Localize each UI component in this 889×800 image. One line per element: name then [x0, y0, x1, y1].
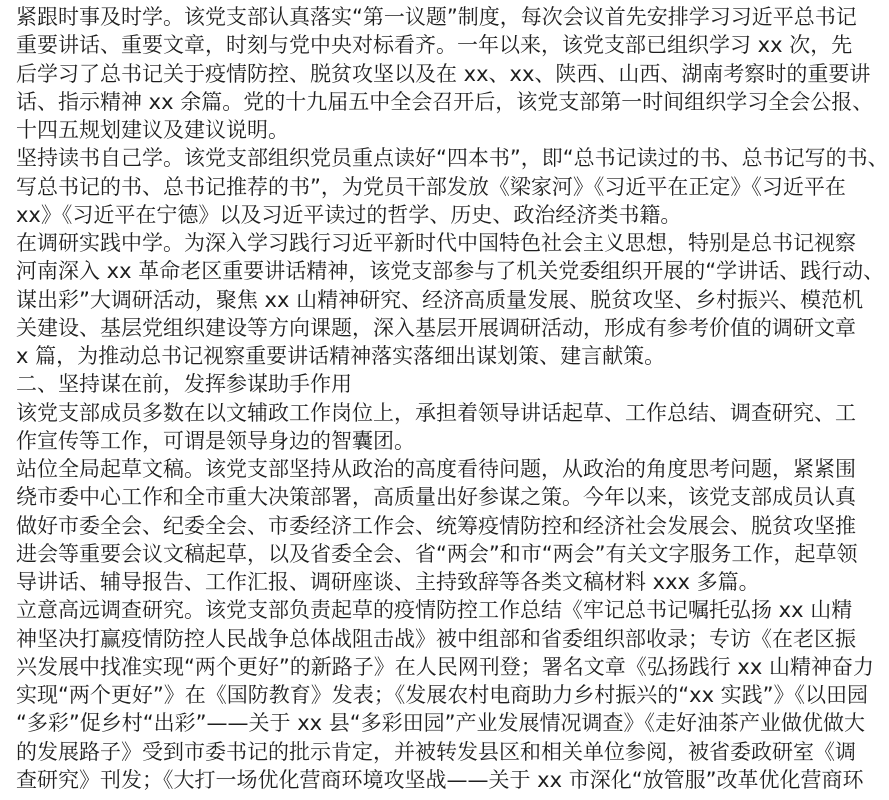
text-line: 作宣传等工作，可谓是领导身边的智囊团。 [16, 428, 415, 453]
text-line: 神坚决打赢疫情防控人民战争总体战阻击战》被中组部和省委组织部收录；专访《在老区振 [16, 626, 856, 651]
text-line: 话、指示精神 xx 余篇。党的十九届五中全会召开后，该党支部第一时间组织学习全会公报、 [16, 89, 874, 114]
text-line: 查研究》刊发；《大打一场优化营商环境攻坚战——关于 xx 市深化“放管服”改革优化营商环 [16, 767, 864, 792]
para-research-practice [16, 229, 885, 370]
text-line: 重要讲话、重要文章，时刻与党中央对标看齐。一年以来，该党支部已组织学习 xx 次，先 [16, 33, 853, 58]
text-line: “多彩”促乡村“出彩”——关于 xx 县“多彩田园”产业发展情况调查》《走好油茶产业做优做大 [16, 711, 865, 736]
text-line: 后学习了总书记关于疫情防控、脱贫攻坚以及在 xx、xx、陕西、山西、湖南考察时的重要讲 [16, 61, 871, 86]
text-line: 在调研实践中学。为深入学习践行习近平新时代中国特色社会主义思想，特别是总书记视察 [16, 231, 856, 255]
para-investigation [16, 596, 874, 794]
text-line: 该党支部成员多数在以文辅政工作岗位上，承担着领导讲话起草、工作总结、调查研究、工 [16, 400, 856, 425]
text-line: xx》《习近平在宁德》以及习近平读过的哲学、历史、政治经济类书籍。 [16, 202, 682, 227]
para-reading [16, 144, 889, 229]
text-line: 二、坚持谋在前，发挥参谋助手作用 [16, 372, 352, 397]
text-line: 绕市委中心工作和全市重大决策部署，高质量出好参谋之策。今年以来，该党支部成员认真 [16, 485, 856, 510]
text-line: 河南深入 xx 革命老区重要讲话精神，该党支部参与了机关党委组织开展的“学讲话、践行动、 [16, 259, 885, 284]
text-line: 的发展路子》受到市委书记的批示肯定，并被转发县区和相关单位参阅，被省委政研室《调 [16, 739, 856, 764]
text-line: x 篇，为推动总书记视察重要讲话精神落实落细出谋划策、建言献策。 [16, 344, 666, 368]
text-line: 做好市委全会、纪委全会、市委经济工作会、统筹疫情防控和经济社会发展会、脱贫攻坚推 [16, 513, 856, 538]
text-line: 立意高远调查研究。该党支部负责起草的疫情防控工作总结《牢记总书记嘱托弘扬 xx 山精 [16, 598, 853, 623]
text-line: 关建设、基层党组织建设等方向课题，深入基层开展调研活动，形成有参考价值的调研文章 [16, 315, 856, 340]
text-line: 写总书记的书、总书记推荐的书”，为党员干部发放《梁家河》《习近平在正定》《习近平在 [16, 174, 846, 199]
text-line: 十四五规划建议及建议说明。 [16, 118, 289, 142]
text-line: 进会等重要会议文稿起草，以及省委全会、省“两会”和市“两会”有关文字服务工作，起草领 [16, 541, 858, 566]
text-line: 实现“两个更好”》在《国防教育》发表；《发展农村电商助力乡村振兴的“xx 实践”》《以田园 [16, 683, 869, 707]
document-body [16, 3, 889, 794]
para-study-current-affairs [16, 3, 874, 144]
para-drafting [16, 455, 858, 596]
text-line: 谋出彩”大调研活动，聚焦 xx 山精神研究、经济高质量发展、脱贫攻坚、乡村振兴、模范机 [16, 287, 864, 312]
text-line: 兴发展中找准实现“两个更好”的新路子》在人民网刊登；署名文章《弘扬践行 xx 山精神奋力 [16, 654, 874, 679]
text-line: 紧跟时事及时学。该党支部认真落实“第一议题”制度，每次会议首先安排学习习近平总书记 [16, 5, 857, 29]
section-heading-2 [16, 370, 792, 398]
text-line: 站位全局起草文稿。该党支部坚持从政治的高度看待问题，从政治的角度思考问题，紧紧围 [16, 457, 856, 481]
text-line: 坚持读书自己学。该党支部组织党员重点读好“四本书”，即“总书记读过的书、总书记写的书、 [16, 146, 889, 171]
para-think-tank [16, 399, 856, 456]
text-line: 导讲话、辅导报告、工作汇报、调研座谈、主持致辞等各类文稿材料 xxx 多篇。 [16, 570, 760, 594]
